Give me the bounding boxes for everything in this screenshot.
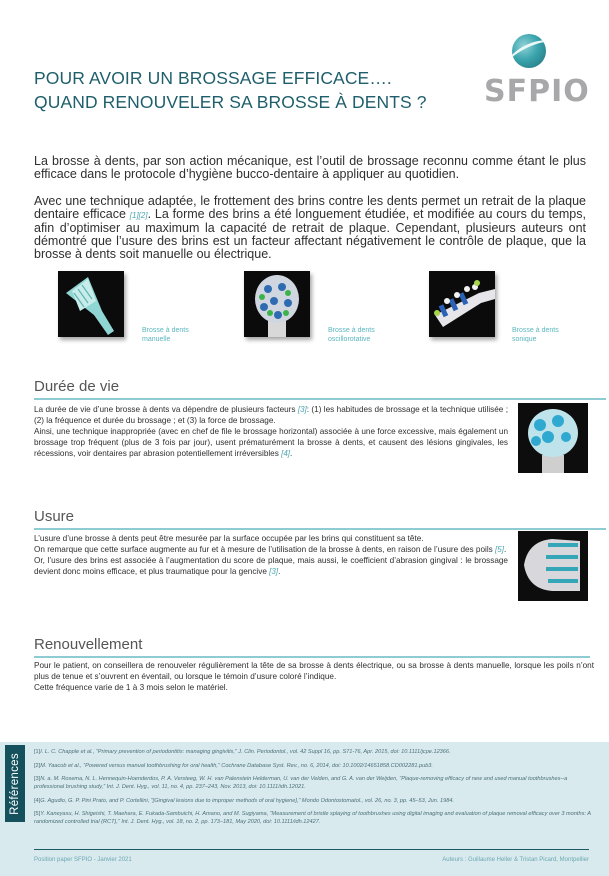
intro-text: Avec une technique adaptée, le frottement des brins contre les dents permet un retrait de la plaque dentaire efficace (34, 194, 586, 221)
paragraph: L’usure d’une brosse à dents peut être mesurée par la surface occupée par les brins qui constituent sa tête. (34, 534, 424, 543)
oscillating-toothbrush-image (244, 271, 310, 337)
paragraph: Pour le patient, on conseillera de renouveler régulièrement la tête de sa brosse à dents électrique, ou sa brosse à dents manuelle, lorsque les poils n’ont plus de tenue et s’ouvrent en éventail, ou lorsque le témoin d’usure coloré l’indique. (34, 661, 594, 681)
section-text-renouvellement (34, 660, 594, 693)
section-divider (34, 528, 606, 530)
citation: [1][2] (129, 211, 148, 220)
reference-text: M. Yaacob et al., “Powered versus manual toothbrushing for oral health,” Cochrane Database Syst. Rev., no. 6, 2014, doi: 10.1002/14651858.CD002281.pub3. (40, 763, 433, 769)
section-divider (34, 398, 606, 400)
reference-number: [2] (34, 763, 41, 769)
caption-line: sonique (512, 336, 537, 343)
reference-text: N. a. M. Rosema, N. L. Hennequin-Hoenderdos, P. A. Versteeg, W. H. van Palenstein Helderman, U. van der Velden, and G. A. van der Weijden, “Plaque-removing efficacy of new and used manual toothbrushes--a professional brushing study,” Int. J. Dent. Hyg., vol. 11, no. 4, pp. 237–243, Nov. 2013, doi: 10.1111/idh.12021. (34, 776, 568, 790)
caption-line: Brosse à dents (328, 327, 375, 334)
reference-item (34, 775, 594, 791)
footer-divider (34, 849, 589, 850)
text: . (503, 545, 507, 554)
citation: [5] (495, 545, 504, 554)
sonic-toothbrush-image (429, 271, 495, 337)
reference-item (34, 748, 594, 756)
text: . (290, 449, 293, 458)
paragraph (34, 404, 508, 426)
reference-item (34, 797, 594, 805)
reference-number: [5] (34, 811, 41, 817)
text: . (278, 567, 281, 576)
section-text-usure (34, 533, 508, 577)
text: : (1) les habitudes de brossage et la technique utilisée ; (2) la fréquence et durée du brossage ; et (3) la force de brossage. (34, 405, 508, 425)
references-label-tab (5, 745, 25, 822)
citation: [4] (281, 449, 291, 458)
reference-number: [1] (34, 749, 41, 755)
reference-text: I. L. C. Chapple et al., “Primary prevention of periodontitis: managing gingivitis,” J. Clin. Periodontol., vol. 42 Suppl 16, pp. S71-76, Apr. 2015, doi: 10.1111/jcpe.12366. (40, 749, 451, 755)
logo-text: SFPIO (484, 74, 590, 109)
reference-text: G. Agudio, G. P. Pini Prato, and P. Cortellini, “[Gingival lesions due to improper methods of oral hygiene],” Mondo Odontostomatol., vol. 26, no. 3, pp. 45–53, Jun. 1984. (40, 798, 454, 804)
references-label: Références (9, 752, 21, 815)
page-title (34, 66, 427, 114)
section-title-renouvellement: Renouvellement (34, 636, 143, 653)
paragraph (34, 555, 508, 577)
section-title-duree: Durée de vie (34, 378, 120, 395)
logo-wave-icon (512, 34, 546, 68)
reference-item (34, 762, 594, 770)
reference-number: [3] (34, 776, 41, 782)
intro-paragraph-1: La brosse à dents, par son action mécanique, est l’outil de brossage reconnu comme étant le plus efficace dans le protocole d’hygiène bucco-dentaire à appliquer au quotidien. (34, 154, 586, 181)
brush-caption-sonic (512, 326, 582, 344)
reference-text: Y. Kaneyasu, H. Shigeishi, T. Maehara, E. Fukada-Sambuichi, H. Amano, and M. Sugiyama, “Measurement of bristle splaying of toothbrushes using digital imaging and evaluation of plaque removal efficacy over 3 months: A randomized controlled trial (RCT),” Int. J. Dent. Hyg., vol. 18, no. 2, pp. 173–181, May 2020, doi: 10.1111/idh.12427. (34, 811, 591, 825)
caption-line: Brosse à dents (512, 327, 559, 334)
section-divider (34, 656, 590, 658)
caption-line: Brosse à dents (142, 327, 189, 334)
citation: [3] (297, 405, 307, 414)
intro-text: . La forme des brins a été longuement étudiée, et modifiée au cours du temps, afin d’optimiser au maximum la capacité de retrait de plaque. Cependant, plusieurs auteurs ont démontré que l’usure des brins est un facteur affectant négativement le contrôle de plaque, que la brosse à dents soit manuelle ou électrique. (34, 207, 586, 261)
text: Ainsi, une technique inappropriée (avec en chef de file le brossage horizontal) associée à une force excessive, mais également un brossage trop fréquent (plus de 3 fois par jour), usent prématurément la brosse à dents, et causent des lésions gingivales, les récessions, voir dentaires par abrasion potentiellement irréversibles (34, 427, 508, 458)
manual-toothbrush-image (58, 271, 124, 337)
text: Or, l’usure des brins est associée à l’augmentation du score de plaque, mais aussi, le coefficient d’abrasion gingival : le brossage devient donc moins efficace, et plus traumatique pour la gencive (34, 556, 508, 576)
brush-caption-manual (142, 326, 212, 344)
sfpio-logo (478, 28, 590, 112)
intro-paragraph-2 (34, 195, 586, 261)
section-text-duree (34, 404, 508, 459)
paragraph (34, 544, 508, 555)
title-line-1: POUR AVOIR UN BROSSAGE EFFICACE…. (34, 68, 392, 88)
reference-number: [4] (34, 798, 41, 804)
worn-brush-head-image (518, 403, 588, 473)
text: On remarque que cette surface augmente au fur et à mesure de l’utilisation de la brosse à dents, en raison de l’usure des poils (34, 545, 496, 554)
brush-caption-oscillating (328, 326, 398, 344)
paragraph: Cette fréquence varie de 1 à 3 mois selon le matériel. (34, 683, 228, 692)
reference-item (34, 810, 594, 826)
section-title-usure: Usure (34, 508, 75, 525)
caption-line: manuelle (142, 336, 171, 343)
citation: [3] (269, 567, 279, 576)
footer-authors: Auteurs : Guillaume Heller & Tristan Picard, Montpellier (442, 857, 589, 863)
footer-left: Position paper SFPIO - Janvier 2021 (34, 857, 132, 863)
text: La durée de vie d’une brosse à dents va dépendre de plusieurs facteurs (34, 405, 298, 414)
title-line-2: QUAND RENOUVELER SA BROSSE À DENTS ? (34, 92, 427, 112)
new-brush-head-image (518, 531, 588, 601)
paragraph (34, 426, 508, 459)
caption-line: oscillorotative (328, 336, 371, 343)
